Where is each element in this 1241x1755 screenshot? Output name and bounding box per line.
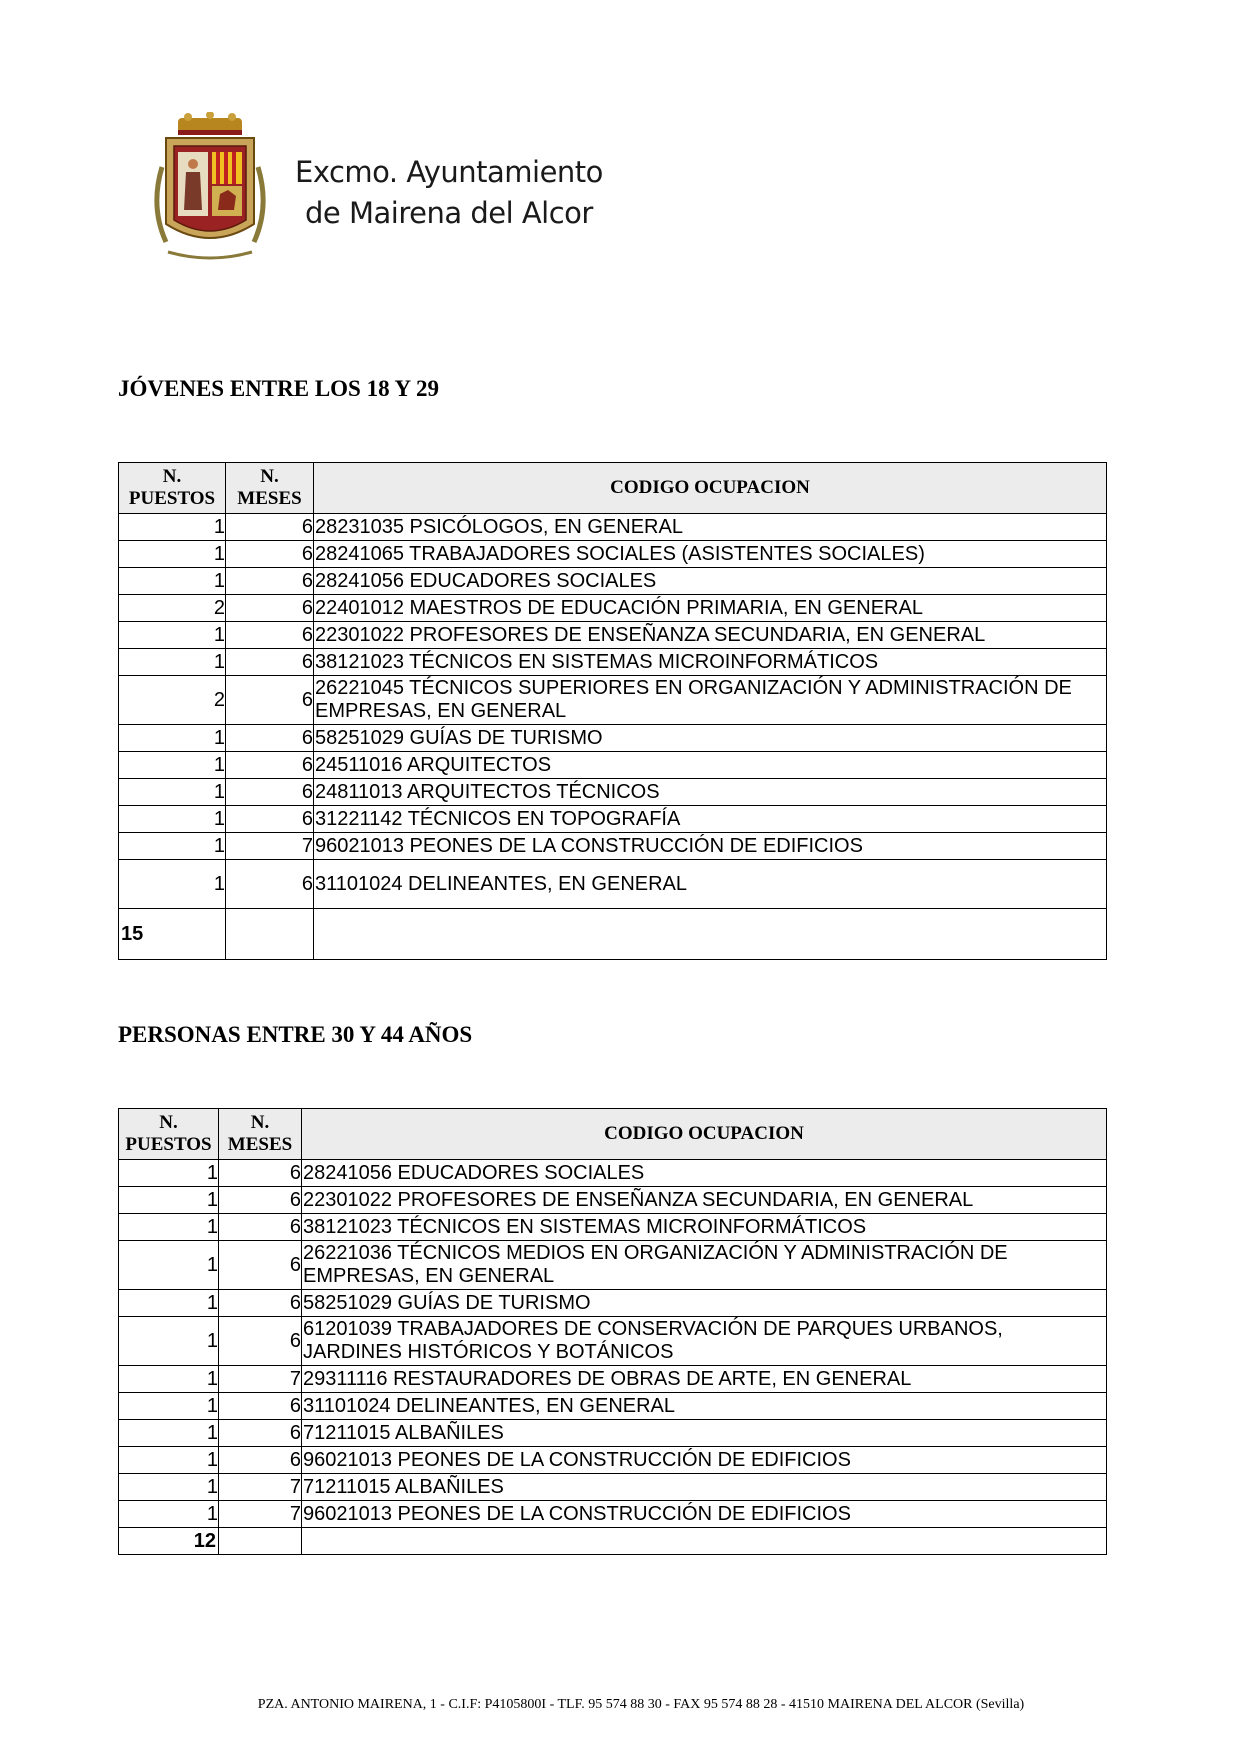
cell-meses: 6: [219, 1420, 302, 1447]
footer-address: PZA. ANTONIO MAIRENA, 1 - C.I.F: P4105800I - TLF. 95 574 88 30 - FAX 95 574 88 28 - 41510 MAIRENA DEL ALCOR (Sevilla): [257, 1697, 1025, 1712]
cell-meses: 6: [219, 1317, 302, 1366]
table-row: [119, 1501, 1107, 1528]
table-row: [119, 1214, 1107, 1241]
table-row: [119, 595, 1107, 622]
cell-codigo: 58251029 GUÍAS DE TURISMO: [302, 1290, 1107, 1317]
total-codigo-empty: [302, 1528, 1107, 1555]
cell-codigo: 22301022 PROFESORES DE ENSEÑANZA SECUNDARIA, EN GENERAL: [314, 622, 1107, 649]
section1-rows: [119, 514, 1107, 960]
section2-table: [118, 1108, 1107, 1555]
cell-meses: 6: [226, 779, 314, 806]
cell-codigo: 71211015 ALBAÑILES: [302, 1420, 1107, 1447]
table-row: [119, 860, 1107, 909]
table-row: [119, 752, 1107, 779]
cell-meses: 7: [219, 1474, 302, 1501]
cell-puestos: 1: [119, 860, 226, 909]
cell-puestos: 1: [119, 1317, 219, 1366]
cell-puestos: 1: [119, 1290, 219, 1317]
cell-puestos: 1: [119, 514, 226, 541]
cell-meses: 6: [219, 1160, 302, 1187]
total-meses-empty: [219, 1528, 302, 1555]
total-row: [119, 1528, 1107, 1555]
cell-meses: 6: [226, 806, 314, 833]
cell-codigo: 24811013 ARQUITECTOS TÉCNICOS: [314, 779, 1107, 806]
cell-codigo: 61201039 TRABAJADORES DE CONSERVACIÓN DE PARQUES URBANOS, JARDINES HISTÓRICOS Y BOTÁNICOS: [302, 1317, 1107, 1366]
cell-meses: 6: [219, 1290, 302, 1317]
cell-puestos: 1: [119, 1501, 219, 1528]
cell-codigo: 38121023 TÉCNICOS EN SISTEMAS MICROINFORMÁTICOS: [314, 649, 1107, 676]
table-row: [119, 833, 1107, 860]
cell-meses: 6: [226, 568, 314, 595]
header-codigo: CODIGO OCUPACION: [314, 463, 1107, 514]
table-row: [119, 1187, 1107, 1214]
section2-rows: [119, 1160, 1107, 1555]
cell-meses: 6: [226, 725, 314, 752]
section2-title: PERSONAS ENTRE 30 Y 44 AÑOS: [118, 1022, 473, 1047]
cell-puestos: 1: [119, 1187, 219, 1214]
organization-name: [295, 152, 603, 234]
cell-codigo: 24511016 ARQUITECTOS: [314, 752, 1107, 779]
table-row: [119, 1393, 1107, 1420]
cell-meses: 6: [219, 1447, 302, 1474]
total-row: [119, 909, 1107, 960]
table-row: [119, 1241, 1107, 1290]
cell-meses: 6: [226, 860, 314, 909]
cell-codigo: 96021013 PEONES DE LA CONSTRUCCIÓN DE EDIFICIOS: [314, 833, 1107, 860]
cell-meses: 6: [219, 1187, 302, 1214]
cell-puestos: 1: [119, 833, 226, 860]
cell-puestos: 2: [119, 676, 226, 725]
cell-puestos: 1: [119, 622, 226, 649]
cell-codigo: 96021013 PEONES DE LA CONSTRUCCIÓN DE EDIFICIOS: [302, 1447, 1107, 1474]
table-row: [119, 1474, 1107, 1501]
cell-meses: 6: [226, 541, 314, 568]
cell-puestos: 1: [119, 568, 226, 595]
table-row: [119, 568, 1107, 595]
cell-puestos: 1: [119, 1214, 219, 1241]
total-codigo-empty: [314, 909, 1107, 960]
table-row: [119, 1317, 1107, 1366]
cell-meses: 6: [219, 1214, 302, 1241]
table-row: [119, 806, 1107, 833]
cell-codigo: 26221045 TÉCNICOS SUPERIORES EN ORGANIZACIÓN Y ADMINISTRACIÓN DE EMPRESAS, EN GENERAL: [314, 676, 1107, 725]
cell-puestos: 1: [119, 1366, 219, 1393]
cell-puestos: 1: [119, 1420, 219, 1447]
table-row: [119, 1366, 1107, 1393]
cell-puestos: 1: [119, 752, 226, 779]
cell-puestos: 1: [119, 1241, 219, 1290]
section1-title: JÓVENES ENTRE LOS 18 Y 29: [118, 376, 440, 401]
cell-puestos: 1: [119, 1160, 219, 1187]
table-row: [119, 649, 1107, 676]
cell-meses: 7: [219, 1501, 302, 1528]
cell-meses: 6: [226, 676, 314, 725]
cell-codigo: 29311116 RESTAURADORES DE OBRAS DE ARTE, EN GENERAL: [302, 1366, 1107, 1393]
table-row: [119, 676, 1107, 725]
cell-puestos: 1: [119, 1447, 219, 1474]
table-row: [119, 1290, 1107, 1317]
cell-codigo: 22401012 MAESTROS DE EDUCACIÓN PRIMARIA, EN GENERAL: [314, 595, 1107, 622]
cell-codigo: 28241056 EDUCADORES SOCIALES: [314, 568, 1107, 595]
cell-codigo: 28241065 TRABAJADORES SOCIALES (ASISTENTES SOCIALES): [314, 541, 1107, 568]
cell-puestos: 1: [119, 1474, 219, 1501]
cell-meses: 6: [226, 752, 314, 779]
cell-codigo: 58251029 GUÍAS DE TURISMO: [314, 725, 1107, 752]
section1-table: [118, 462, 1107, 960]
cell-puestos: 2: [119, 595, 226, 622]
cell-meses: 6: [226, 595, 314, 622]
cell-meses: 6: [226, 622, 314, 649]
cell-puestos: 1: [119, 806, 226, 833]
table-row: [119, 1420, 1107, 1447]
cell-meses: 6: [226, 649, 314, 676]
cell-meses: 7: [226, 833, 314, 860]
cell-puestos: 1: [119, 725, 226, 752]
cell-codigo: 96021013 PEONES DE LA CONSTRUCCIÓN DE EDIFICIOS: [302, 1501, 1107, 1528]
cell-meses: 6: [226, 514, 314, 541]
header-meses: N. MESES: [219, 1109, 302, 1160]
cell-puestos: 1: [119, 1393, 219, 1420]
org-name-line2: de Mairena del Alcor: [305, 196, 593, 230]
cell-puestos: 1: [119, 779, 226, 806]
cell-codigo: 38121023 TÉCNICOS EN SISTEMAS MICROINFORMÁTICOS: [302, 1214, 1107, 1241]
total-puestos: 12: [119, 1528, 219, 1555]
table-row: [119, 514, 1107, 541]
total-meses-empty: [226, 909, 314, 960]
cell-meses: 6: [219, 1393, 302, 1420]
table-row: [119, 779, 1107, 806]
cell-meses: 7: [219, 1366, 302, 1393]
header-puestos: N. PUESTOS: [119, 463, 226, 514]
coat-of-arms-logo: [148, 112, 272, 262]
header-codigo: CODIGO OCUPACION: [302, 1109, 1107, 1160]
table-row: [119, 1160, 1107, 1187]
cell-meses: 6: [219, 1241, 302, 1290]
table-row: [119, 1447, 1107, 1474]
cell-codigo: 31101024 DELINEANTES, EN GENERAL: [302, 1393, 1107, 1420]
cell-codigo: 28241056 EDUCADORES SOCIALES: [302, 1160, 1107, 1187]
header-meses: N. MESES: [226, 463, 314, 514]
total-puestos: 15: [119, 909, 226, 960]
cell-codigo: 31101024 DELINEANTES, EN GENERAL: [314, 860, 1107, 909]
cell-codigo: 71211015 ALBAÑILES: [302, 1474, 1107, 1501]
cell-puestos: 1: [119, 541, 226, 568]
table-row: [119, 725, 1107, 752]
cell-puestos: 1: [119, 649, 226, 676]
cell-codigo: 28231035 PSICÓLOGOS, EN GENERAL: [314, 514, 1107, 541]
cell-codigo: 26221036 TÉCNICOS MEDIOS EN ORGANIZACIÓN Y ADMINISTRACIÓN DE EMPRESAS, EN GENERAL: [302, 1241, 1107, 1290]
cell-codigo: 31221142 TÉCNICOS EN TOPOGRAFÍA: [314, 806, 1107, 833]
org-name-line1: Excmo. Ayuntamiento: [295, 155, 603, 189]
table-row: [119, 622, 1107, 649]
cell-codigo: 22301022 PROFESORES DE ENSEÑANZA SECUNDARIA, EN GENERAL: [302, 1187, 1107, 1214]
table-row: [119, 541, 1107, 568]
header-puestos: N. PUESTOS: [119, 1109, 219, 1160]
